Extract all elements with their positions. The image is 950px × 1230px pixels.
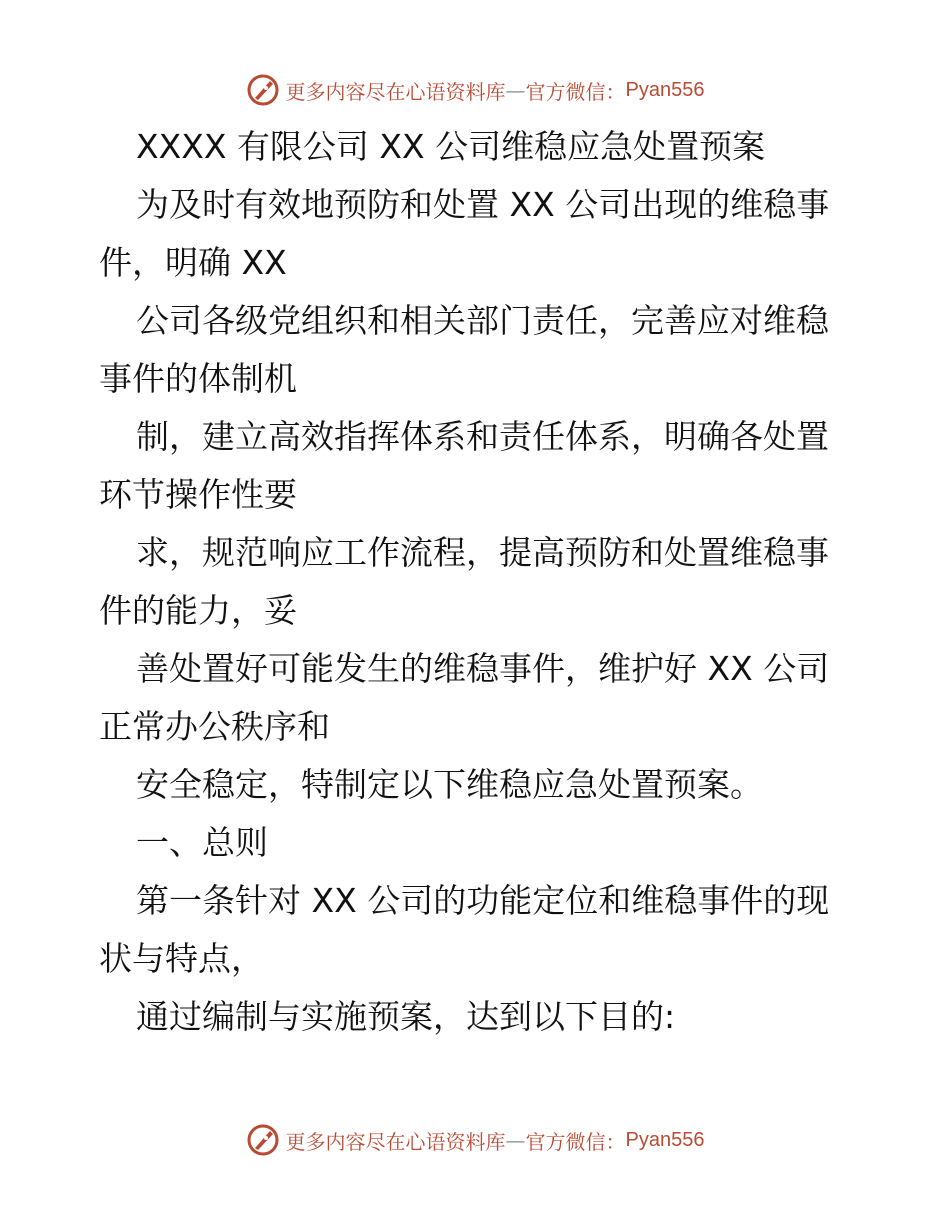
document-line: 状与特点， <box>99 939 264 978</box>
watermark-wechat-label: 官方微信： <box>525 1129 626 1154</box>
document-line: 公司各级党组织和相关部门责任，完善应对维稳 <box>136 301 829 340</box>
watermark-wechat-id: Pyan556 <box>625 78 705 101</box>
document-line: 善处置好可能发生的维稳事件，维护好 XX 公司 <box>136 649 830 688</box>
document-line: 制，建立高效指挥体系和责任体系，明确各处置 <box>136 417 829 456</box>
document-line: 为及时有效地预防和处置 XX 公司出现的维稳事 <box>136 185 830 224</box>
document-line: 件，明确 XX <box>99 243 287 282</box>
watermark-wechat-label: 官方微信： <box>525 79 626 104</box>
document-line: 件的能力，妥 <box>99 591 297 630</box>
watermark-dash: — <box>505 1128 526 1152</box>
document-body <box>99 118 859 1046</box>
pen-nib-logo-icon <box>246 1123 280 1157</box>
document-line: 第一条针对 XX 公司的功能定位和维稳事件的现 <box>136 881 830 920</box>
document-line: 通过编制与实施预案，达到以下目的: <box>136 997 676 1036</box>
footer-watermark <box>0 1120 950 1160</box>
document-line: 安全稳定，特制定以下维稳应急处置预案。 <box>136 765 763 804</box>
document-line: 事件的体制机 <box>99 359 297 398</box>
document-line: 正常办公秩序和 <box>99 707 330 746</box>
watermark-wechat-id: Pyan556 <box>625 1128 705 1151</box>
document-line: 环节操作性要 <box>99 475 297 514</box>
pen-nib-logo-icon <box>246 73 280 107</box>
watermark-dash: — <box>505 78 526 102</box>
watermark-main-text: 更多内容尽在心语资料库 <box>285 1129 506 1154</box>
document-line: 求，规范响应工作流程，提高预防和处置维稳事 <box>136 533 829 572</box>
watermark-main-text: 更多内容尽在心语资料库 <box>285 79 506 104</box>
document-line: XXXX 有限公司 XX 公司维稳应急处置预案 <box>136 127 766 166</box>
document-line: 一、总则 <box>136 823 268 862</box>
header-watermark <box>0 70 950 110</box>
